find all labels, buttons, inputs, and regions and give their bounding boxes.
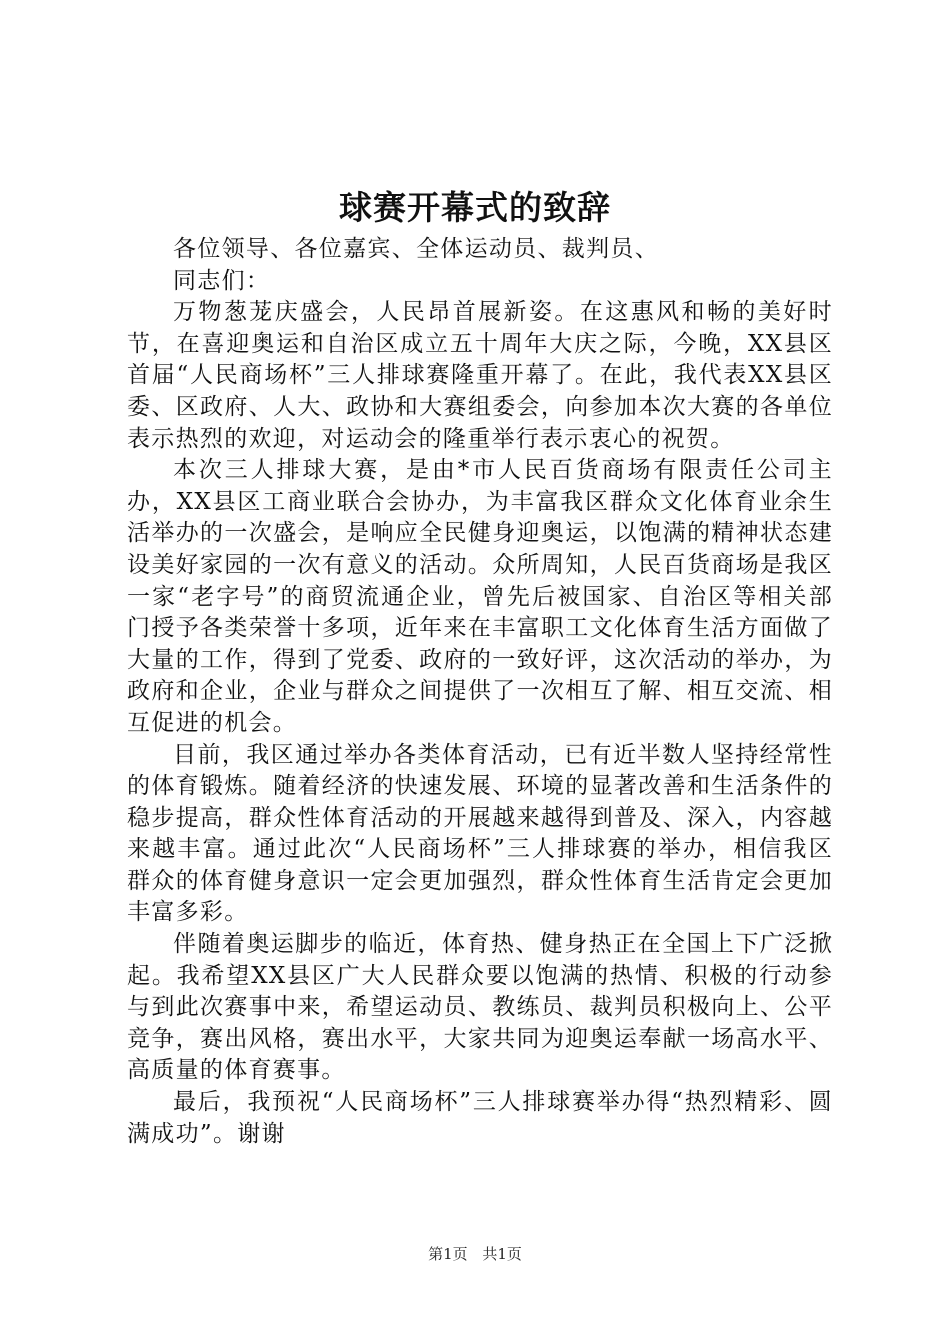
greeting-line: 各位领导、各位嘉宾、全体运动员、裁判员、 [173, 236, 659, 262]
body-paragraph: 本次三人排球大赛，是由*市人民百货商场有限责任公司主办，XX县区工商业联合会协办，为丰富我区群众文化体育业余生活举办的一次盛会，是响应全民健身迎奥运，以饱满的精神状态建设美好家园的一次有意义的活动。众所周知，人民百货商场是我区一家“老字号”的商贸流通企业，曾先后被国家、自治区等相关部门授予各类荣誉十多项，近年来在丰富职工文化体育生活方面做了大量的工作，得到了党委、政府的一致好评，这次活动的举办，为政府和企业，企业与群众之间提供了一次相互了解、相互交流、相互促进的机会。 [127, 457, 833, 736]
greeting-line: 同志们： [173, 267, 271, 294]
page-total: 共1页 [482, 1245, 522, 1263]
body-paragraph: 最后，我预祝“人民商场杯”三人排球赛举办得“热烈精彩、圆满成功”。谢谢 [127, 1089, 833, 1147]
document-body [127, 234, 833, 1150]
page-footer [0, 1244, 950, 1264]
body-paragraph: 伴随着奥运脚步的临近，体育热、健身热正在全国上下广泛掀起。我希望XX县区广大人民群众要以饱满的热情、积极的行动参与到此次赛事中来，希望运动员、教练员、裁判员积极向上、公平竞争，赛出风格，赛出水平，大家共同为迎奥运奉献一场高水平、高质量的体育赛事。 [127, 931, 833, 1084]
body-paragraph: 目前，我区通过举办各类体育活动，已有近半数人坚持经常性的体育锻炼。随着经济的快速发展、环境的显著改善和生活条件的稳步提高，群众性体育活动的开展越来越得到普及、深入，内容越来越丰富。通过此次“人民商场杯”三人排球赛的举办，相信我区群众的体育健身意识一定会更加强烈，群众性体育生活肯定会更加丰富多彩。 [127, 741, 833, 926]
document-title: 球赛开幕式的致辞 [339, 188, 611, 227]
page-number: 第1页 [428, 1245, 468, 1263]
body-paragraph: 万物葱茏庆盛会，人民昂首展新姿。在这惠风和畅的美好时节，在喜迎奥运和自治区成立五十周年大庆之际，今晚，XX县区首届“人民商场杯”三人排球赛隆重开幕了。在此，我代表XX县区委、区政府、人大、政协和大赛组委会，向参加本次大赛的各单位表示热烈的欢迎，对运动会的隆重举行表示衷心的祝贺。 [127, 299, 833, 452]
